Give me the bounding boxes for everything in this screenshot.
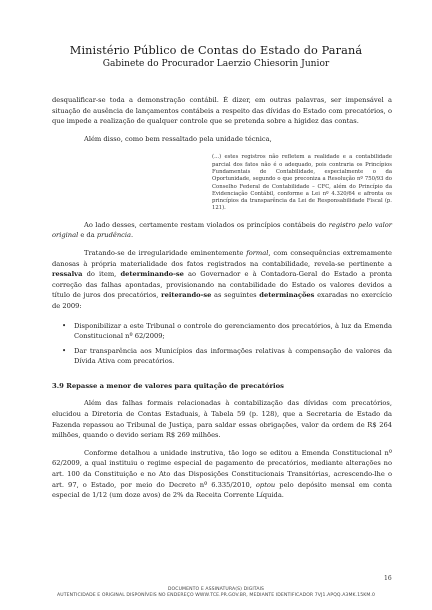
list-item — [62, 346, 392, 367]
block-quote: (...) estes registros não refletem a realidade e a contabilidade parcial dos fatos não é o adequado, pois contraria os Princípios Fundamentais de Contabilidade, especialmente o da Oportunidade, segundo o que preconiza a Resolução nº 750/93 do Conselho Federal de Contabilidade – CFC, além do Princípio da Evidenciação Contábil, conforme a Lei nº 4.320/64 e afronta os princípios da transparência da Lei de Responsabilidade Fiscal (p. 121). — [212, 154, 392, 212]
footer-line-2: AUTENTICIDADE E ORIGINAL DISPONÍVEIS NO ENDEREÇO WWW.TCE.PR.GOV.BR, MEDIANTE IDENTIFICADOR 7VJ1.APQQ.A3MK.15KM.0 — [57, 593, 375, 599]
paragraph-4-italic-1: formal — [246, 248, 269, 257]
office-subtitle: Gabinete do Procurador Laerzio Chiesorin Junior — [102, 59, 330, 69]
paragraph-3-italic-1: registro pelo valor original — [52, 220, 393, 240]
paragraph-6-text-b: pelo depósito mensal em conta especial de 1/12 (um doze avos) de 2% da Receita Corrente Líquida. — [52, 480, 392, 500]
paragraph-2: Além disso, como bem ressaltado pela unidade técnica, — [84, 134, 272, 143]
paragraph-4-bold-3: reiterando-se — [161, 291, 212, 300]
letterhead — [40, 44, 392, 69]
document-body — [52, 95, 392, 501]
determinations-list — [52, 321, 392, 367]
paragraph-4-bold-2: determinando-se — [120, 270, 184, 279]
paragraph-4-text-d: ao Governador e à Contadora-Geral do Estado a pronta correção das falhas apontadas, provisionando na contabilidade do Estado os valores devidos a título de juros dos precatórios, — [52, 270, 392, 300]
bullet-icon: • — [62, 321, 67, 330]
bullet-icon: • — [62, 346, 67, 355]
paragraph-4-text-f: exaradas no exercício de 2009: — [52, 291, 392, 310]
paragraph-6-italic: optou — [255, 480, 276, 489]
page-number: 16 — [384, 575, 392, 582]
section-heading: 3.9 Repasse a menor de valores para quitação de precatórios — [52, 381, 284, 390]
paragraph-3-text-c: . — [131, 231, 134, 240]
list-item-text: Dar transparência aos Municípios das informações relativas à compensação de valores da Dívida Ativa com precatórios. — [74, 346, 392, 366]
paragraph-4-bold-1: ressalva — [52, 270, 83, 279]
paragraph-6 — [52, 448, 392, 501]
paragraph-3 — [52, 220, 392, 241]
paragraph-4 — [52, 248, 392, 312]
paragraph-6-text-a: Conforme detalhou a unidade instrutiva, tão logo se editou a Emenda Constitucional nº 62/2009, a qual instituiu o regime especial de pagamento de precatórios, mediante alterações no art. 100 da Constituição e no Ato das Disposições Constitucionais Transitórias, acrescendo-lhe o art. 97, o Estado, por meio do Decreto nº 6.335/2010, — [52, 448, 392, 489]
paragraph-3-text-b: e da — [78, 231, 97, 240]
list-item-text: Disponibilizar a este Tribunal o controle do gerenciamento dos precatórios, à luz da Emenda Constitucional nº 62/2009; — [74, 321, 392, 341]
paragraph-3-text-a: Ao lado desses, certamente restam violados os princípios contábeis do — [84, 220, 329, 229]
paragraph-4-text-b: , com consequências extremamente danosas à própria materialidade dos fatos registrados na contabilidade, revela-se pertinente a — [52, 248, 393, 268]
list-item — [62, 321, 392, 342]
paragraph-5: Além das falhas formais relacionadas à contabilização das dívidas com precatórios, elucidou a Diretoria de Contas Estaduais, à Tabela 59 (p. 128), que a Secretaria de Estado da Fazenda repassou ao Tribunal de Justiça, para saldar essas obrigações, valor da ordem de R$ 264 milhões, quando o devido seriam R$ 269 milhões. — [52, 399, 392, 440]
paragraph-4-text-c: do item, — [82, 270, 121, 279]
institution-title: Ministério Público de Contas do Estado do Paraná — [69, 44, 363, 57]
paragraph-4-text-e: as seguintes — [211, 291, 260, 300]
paragraph-4-bold-4: determinações — [259, 291, 315, 300]
footer — [0, 587, 432, 600]
paragraph-1: desqualificar-se toda a demonstração contábil. É dizer, em outras palavras, ser impensável a situação de ausência de lançamentos contábeis a respeito das dívidas do Estado com precatórios, o que impede a realização de qualquer controle que se pretenda sobre a higidez das contas. — [52, 96, 392, 126]
footer-line-1: DOCUMENTO E ASSINATURA(S) DIGITAIS — [167, 587, 265, 592]
paragraph-4-text-a: Tratando-se de irregularidade eminentemente — [84, 248, 247, 257]
paragraph-3-italic-2: prudência — [96, 231, 132, 240]
